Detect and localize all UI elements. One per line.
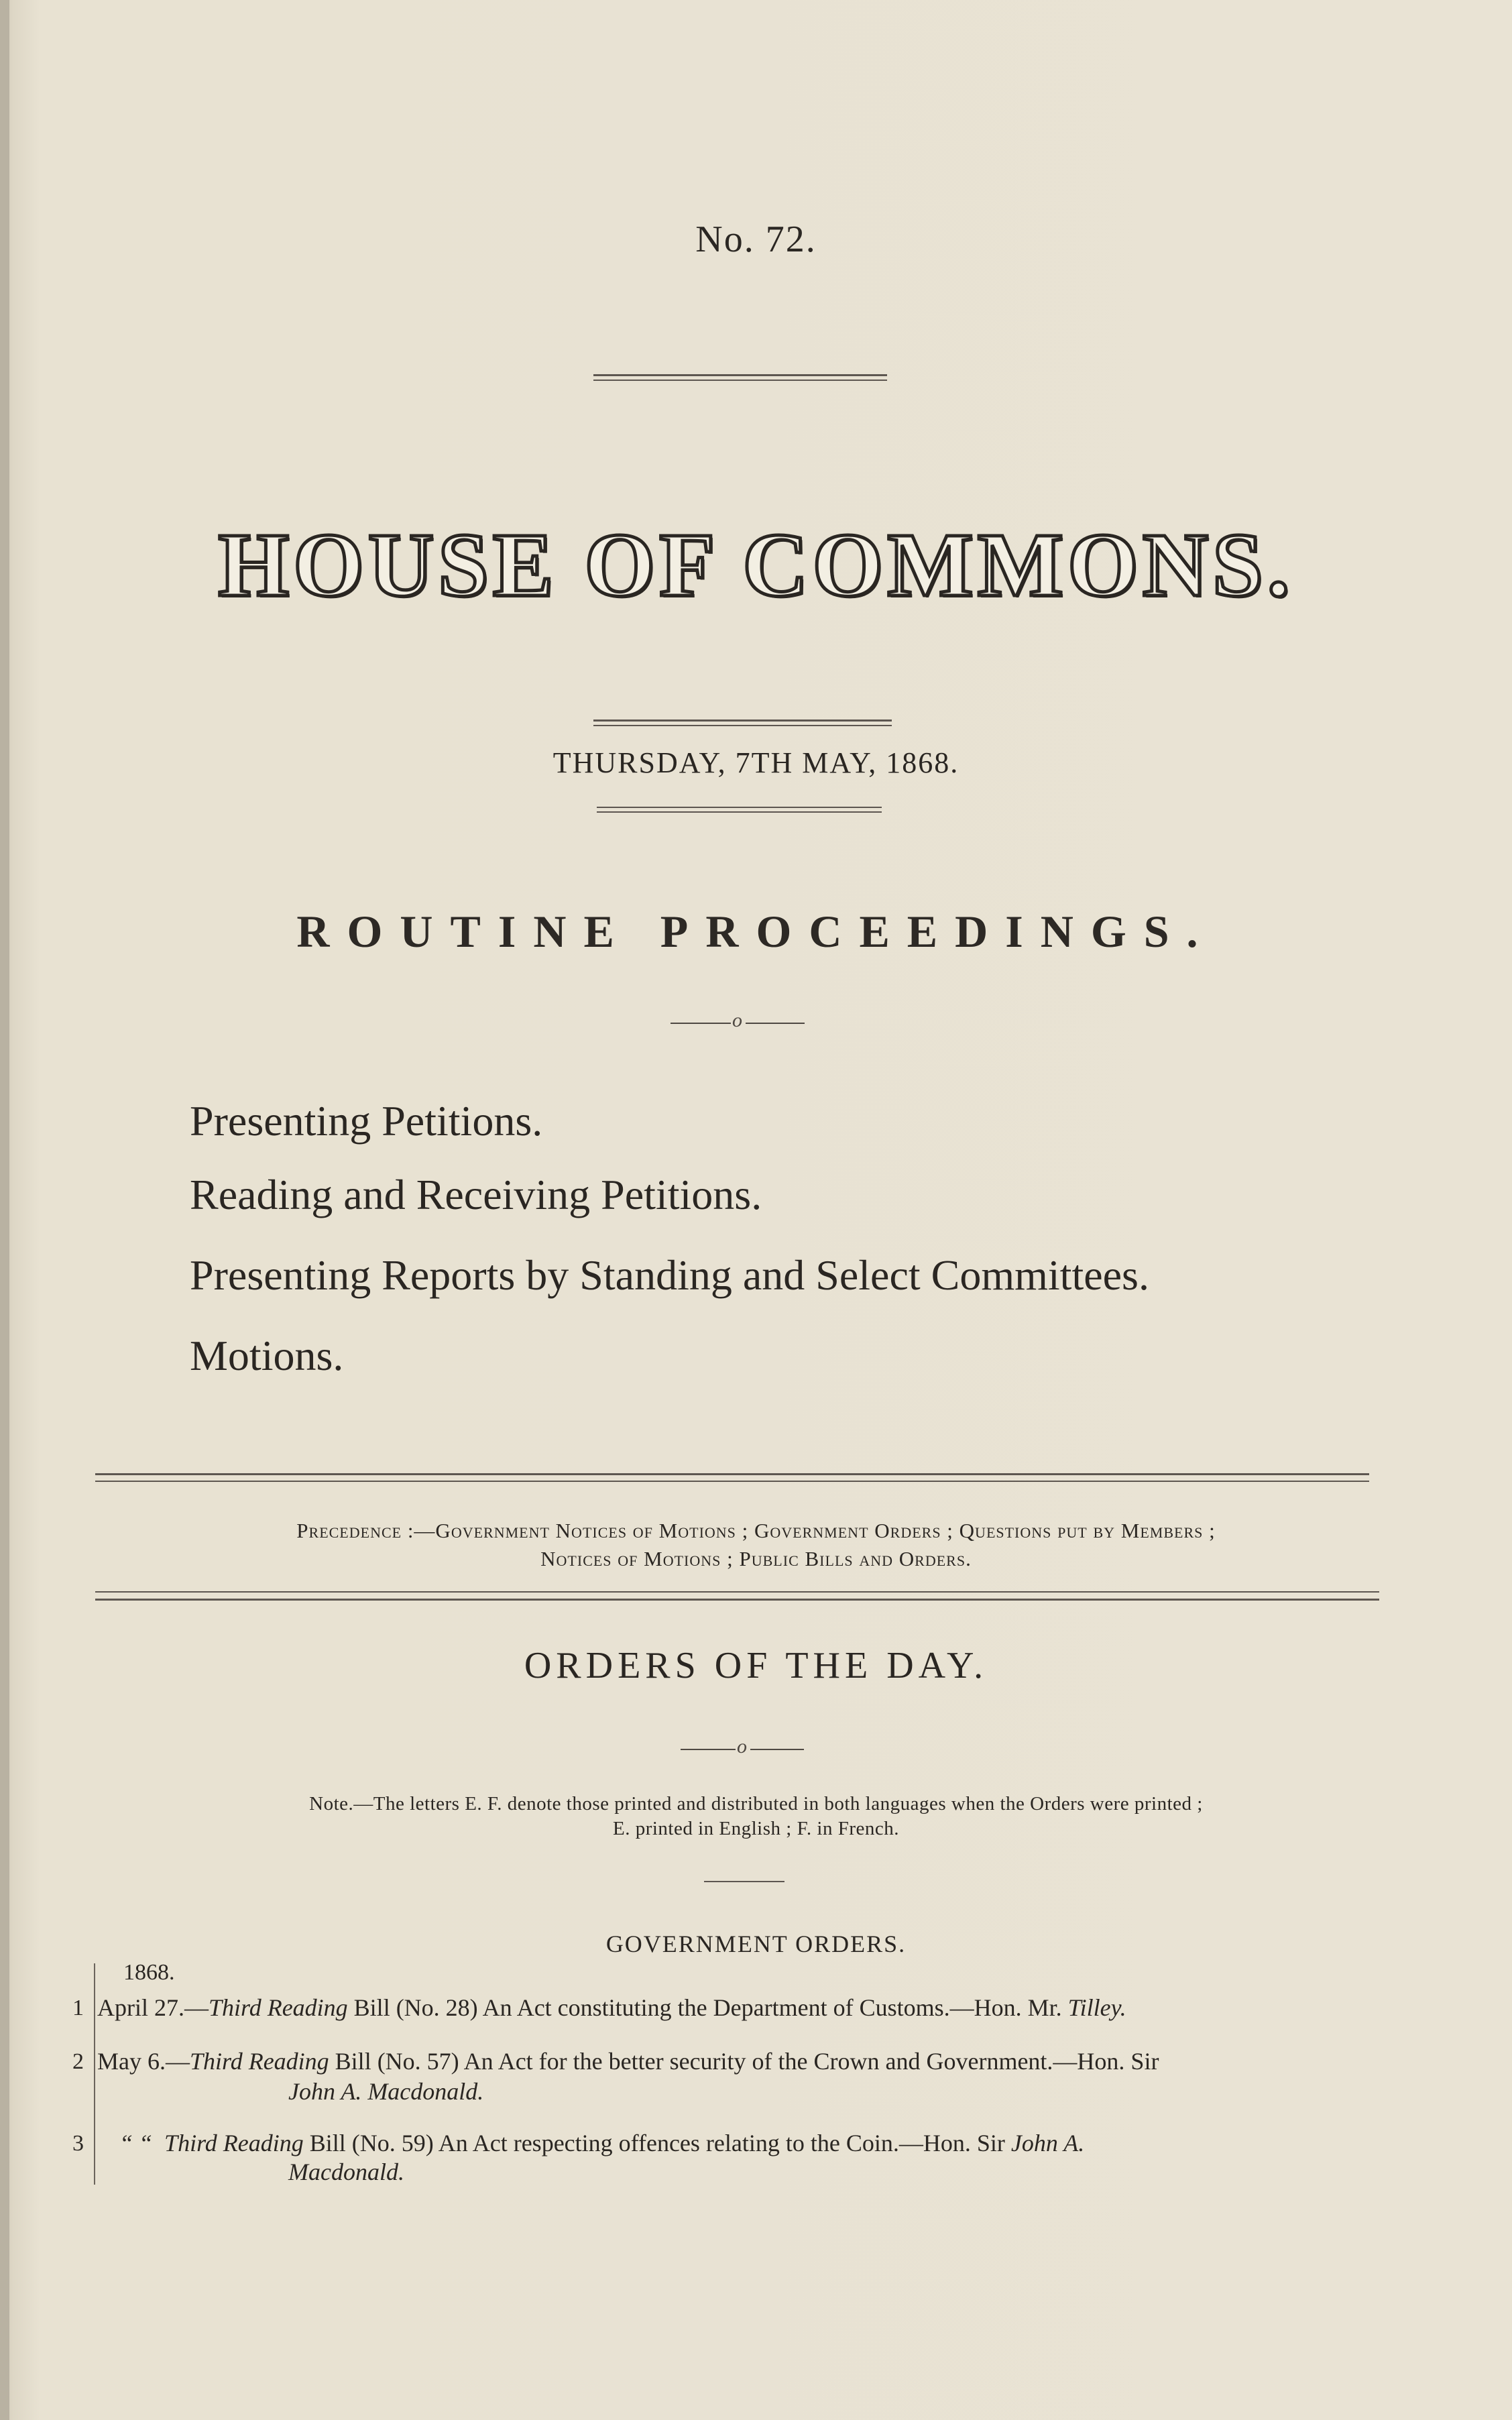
divider: [95, 1481, 1369, 1482]
routine-item: Presenting Reports by Standing and Select Committees.: [190, 1251, 1149, 1299]
order-item: [119, 2129, 1084, 2157]
order-stage: Third Reading: [164, 2130, 304, 2156]
order-item: [97, 2047, 1159, 2075]
divider: [593, 374, 887, 376]
sitting-date: THURSDAY, 7TH MAY, 1868.: [553, 746, 959, 779]
margin-rule: [94, 1963, 95, 2185]
divider: [597, 811, 882, 813]
routine-item: Presenting Petitions.: [190, 1097, 543, 1145]
order-sponsor: John A.: [1010, 2130, 1085, 2156]
ornament-divider: o: [671, 1009, 805, 1036]
precedence-line: Notices of Motions ; Public Bills and Orders.: [540, 1547, 972, 1570]
precedence-note: [0, 1517, 1512, 1573]
order-stage: Third Reading: [209, 1994, 348, 2021]
order-text: Bill (No. 57) An Act for the better security of the Crown and Government.—Hon. Sir: [329, 2048, 1159, 2075]
order-stage: Third Reading: [190, 2048, 329, 2075]
divider: [593, 725, 892, 726]
order-text: Bill (No. 28) An Act constituting the Department of Customs.—Hon. Mr.: [347, 1994, 1068, 2021]
order-number: 2: [72, 2049, 84, 2074]
page-title: HOUSE OF COMMONS.: [218, 515, 1294, 616]
divider: [593, 380, 887, 381]
divider: [597, 807, 882, 808]
routine-item: Motions.: [190, 1332, 344, 1379]
routine-proceedings-heading: ROUTINE PROCEEDINGS.: [296, 906, 1216, 957]
order-date: May 6.—: [97, 2048, 190, 2075]
order-date: “ “: [119, 2130, 159, 2156]
year-label: 1868.: [123, 1960, 175, 1985]
order-number: 3: [72, 2131, 84, 2156]
order-sponsor: Tilley.: [1067, 1994, 1126, 2021]
divider: [593, 719, 892, 722]
document-number: No. 72.: [695, 219, 817, 260]
binding-gutter: [0, 0, 9, 2420]
note-text: [0, 1792, 1512, 1841]
government-orders-heading: GOVERNMENT ORDERS.: [605, 1931, 907, 1957]
divider: [95, 1473, 1369, 1475]
note-line: Note.—The letters E. F. denote those printed and distributed in both languages when the Orders were printed ;: [309, 1793, 1203, 1814]
routine-item: Reading and Receiving Petitions.: [190, 1171, 762, 1218]
note-line: E. printed in English ; F. in French.: [613, 1818, 899, 1839]
order-continuation: John A. Macdonald.: [288, 2078, 484, 2105]
divider: [95, 1599, 1379, 1601]
order-continuation: Macdonald.: [288, 2158, 404, 2185]
ornament-divider: o: [681, 1735, 805, 1762]
order-item: [97, 1994, 1126, 2022]
precedence-line: Precedence :—Government Notices of Motions ; Government Orders ; Questions put by Members ;: [296, 1519, 1216, 1542]
order-date: April 27.—: [97, 1994, 209, 2021]
order-number: 1: [72, 1996, 84, 2020]
divider: [704, 1881, 784, 1882]
order-text: Bill (No. 59) An Act respecting offences relating to the Coin.—Hon. Sir: [303, 2130, 1011, 2156]
orders-of-the-day-heading: ORDERS OF THE DAY.: [524, 1645, 988, 1686]
divider: [95, 1591, 1379, 1593]
